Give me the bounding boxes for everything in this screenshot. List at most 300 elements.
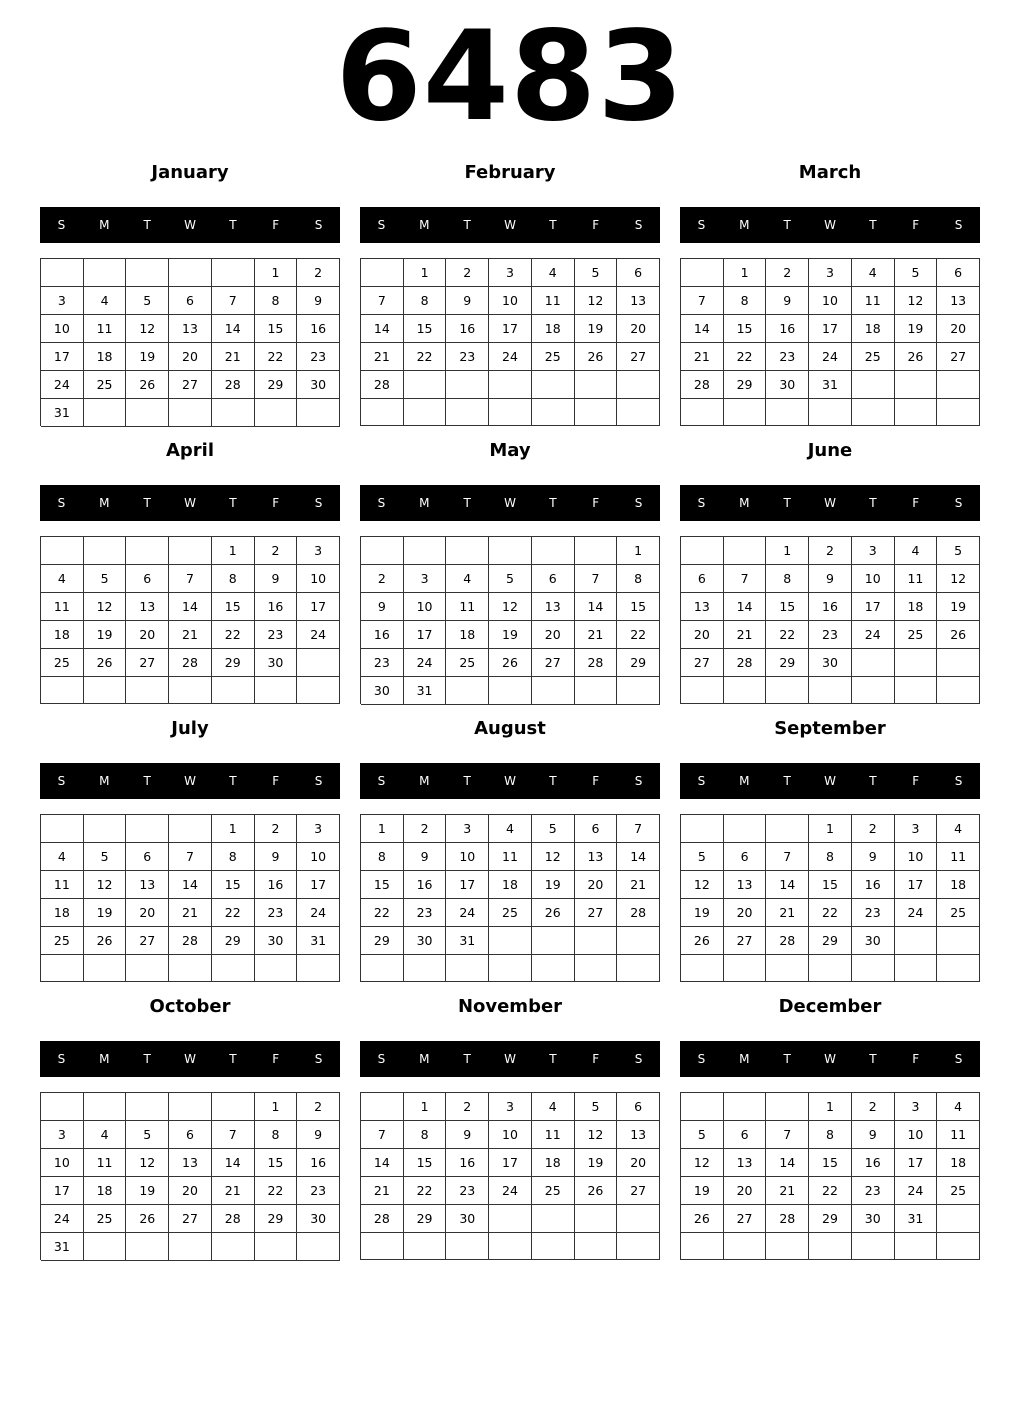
- day-cell: 9: [809, 565, 852, 593]
- day-cell: 27: [169, 371, 212, 399]
- weekday-label: S: [634, 218, 643, 232]
- month-december: [680, 994, 980, 1264]
- empty-cell: [895, 1233, 938, 1260]
- day-cell: 23: [361, 649, 404, 677]
- weekday-label: W: [504, 1052, 516, 1066]
- empty-cell: [681, 259, 724, 287]
- weekday-label: S: [697, 774, 706, 788]
- day-cell: 11: [852, 287, 895, 315]
- weekday-label: F: [592, 1052, 600, 1066]
- weekday-label: S: [634, 1052, 643, 1066]
- month-title: December: [778, 996, 882, 1017]
- day-cell: 11: [41, 593, 84, 621]
- empty-cell: [126, 1233, 169, 1261]
- empty-cell: [126, 399, 169, 427]
- day-cell: 30: [446, 1205, 489, 1233]
- empty-cell: [532, 955, 575, 982]
- day-cell: 15: [361, 871, 404, 899]
- day-cell: 28: [169, 927, 212, 955]
- day-cell: 28: [575, 649, 618, 677]
- day-cell: 7: [724, 565, 767, 593]
- month-title: May: [489, 440, 531, 461]
- day-cell: 23: [297, 343, 340, 371]
- day-cell: 16: [809, 593, 852, 621]
- weekday-label: S: [314, 496, 323, 510]
- day-grid: [360, 814, 660, 982]
- weekday-label: T: [549, 774, 557, 788]
- empty-cell: [852, 649, 895, 677]
- day-cell: 10: [41, 315, 84, 343]
- day-cell: 18: [937, 1149, 980, 1177]
- weekday-label: W: [184, 218, 196, 232]
- day-cell: 18: [84, 1177, 127, 1205]
- day-cell: 20: [169, 343, 212, 371]
- day-cell: 1: [766, 537, 809, 565]
- weekday-label: T: [463, 1052, 471, 1066]
- day-cell: 10: [404, 593, 447, 621]
- day-cell: 18: [852, 315, 895, 343]
- day-cell: 19: [575, 1149, 618, 1177]
- day-cell: 19: [681, 1177, 724, 1205]
- empty-cell: [617, 955, 660, 982]
- empty-cell: [126, 537, 169, 565]
- weekday-label: T: [143, 1052, 151, 1066]
- day-grid: [680, 1092, 980, 1260]
- day-cell: 17: [446, 871, 489, 899]
- empty-cell: [489, 955, 532, 982]
- empty-cell: [41, 537, 84, 565]
- empty-cell: [681, 399, 724, 426]
- day-cell: 18: [532, 315, 575, 343]
- day-cell: 1: [404, 259, 447, 287]
- day-cell: 28: [212, 371, 255, 399]
- month-november: [360, 994, 660, 1264]
- day-cell: 8: [361, 843, 404, 871]
- day-cell: 24: [41, 1205, 84, 1233]
- weekday-label: M: [419, 774, 430, 788]
- day-cell: 28: [361, 1205, 404, 1233]
- day-cell: 28: [724, 649, 767, 677]
- day-cell: 6: [937, 259, 980, 287]
- day-cell: 20: [724, 1177, 767, 1205]
- day-cell: 6: [169, 287, 212, 315]
- empty-cell: [126, 955, 169, 982]
- day-cell: 17: [895, 871, 938, 899]
- empty-cell: [681, 1093, 724, 1121]
- day-cell: 26: [575, 1177, 618, 1205]
- day-cell: 2: [852, 815, 895, 843]
- empty-cell: [297, 1233, 340, 1261]
- day-cell: 11: [489, 843, 532, 871]
- empty-cell: [361, 1233, 404, 1260]
- day-cell: 13: [126, 871, 169, 899]
- day-cell: 5: [681, 1121, 724, 1149]
- empty-cell: [895, 677, 938, 704]
- weekday-label: S: [377, 1052, 386, 1066]
- day-cell: 29: [404, 1205, 447, 1233]
- day-cell: 22: [724, 343, 767, 371]
- weekday-label: T: [229, 1052, 237, 1066]
- day-cell: 16: [766, 315, 809, 343]
- day-cell: 3: [404, 565, 447, 593]
- day-cell: 26: [575, 343, 618, 371]
- empty-cell: [617, 1205, 660, 1233]
- day-cell: 6: [126, 843, 169, 871]
- empty-cell: [895, 649, 938, 677]
- empty-cell: [446, 677, 489, 705]
- empty-cell: [809, 399, 852, 426]
- weekday-label: M: [419, 218, 430, 232]
- empty-cell: [126, 677, 169, 704]
- day-cell: 28: [681, 371, 724, 399]
- empty-cell: [297, 677, 340, 704]
- day-cell: 7: [169, 843, 212, 871]
- day-cell: 16: [446, 1149, 489, 1177]
- day-cell: 11: [937, 1121, 980, 1149]
- weekday-header: [360, 763, 660, 799]
- day-cell: 19: [126, 1177, 169, 1205]
- day-cell: 6: [681, 565, 724, 593]
- empty-cell: [297, 649, 340, 677]
- day-cell: 3: [41, 287, 84, 315]
- day-cell: 14: [766, 871, 809, 899]
- month-title: January: [151, 162, 229, 183]
- month-title: September: [774, 718, 886, 739]
- day-grid: [40, 1092, 340, 1260]
- day-cell: 12: [489, 593, 532, 621]
- day-cell: 9: [852, 1121, 895, 1149]
- day-cell: 6: [532, 565, 575, 593]
- day-cell: 13: [724, 1149, 767, 1177]
- empty-cell: [404, 537, 447, 565]
- day-cell: 27: [532, 649, 575, 677]
- day-cell: 26: [489, 649, 532, 677]
- day-cell: 16: [852, 1149, 895, 1177]
- empty-cell: [937, 399, 980, 426]
- weekday-label: T: [869, 218, 877, 232]
- day-cell: 17: [41, 1177, 84, 1205]
- day-cell: 28: [766, 927, 809, 955]
- day-cell: 1: [809, 815, 852, 843]
- day-cell: 27: [126, 649, 169, 677]
- day-cell: 12: [681, 871, 724, 899]
- day-cell: 20: [681, 621, 724, 649]
- weekday-label: S: [57, 774, 66, 788]
- weekday-label: T: [143, 774, 151, 788]
- day-cell: 29: [212, 649, 255, 677]
- day-cell: 26: [84, 649, 127, 677]
- empty-cell: [126, 1093, 169, 1121]
- day-grid: [680, 814, 980, 982]
- day-cell: 26: [681, 927, 724, 955]
- weekday-label: S: [697, 496, 706, 510]
- empty-cell: [84, 1093, 127, 1121]
- day-cell: 14: [212, 315, 255, 343]
- weekday-label: M: [99, 496, 110, 510]
- day-cell: 17: [41, 343, 84, 371]
- empty-cell: [126, 259, 169, 287]
- day-cell: 9: [297, 1121, 340, 1149]
- weekday-label: S: [954, 218, 963, 232]
- day-cell: 9: [297, 287, 340, 315]
- empty-cell: [212, 677, 255, 704]
- day-grid: [40, 536, 340, 704]
- day-cell: 1: [255, 1093, 298, 1121]
- empty-cell: [41, 677, 84, 704]
- empty-cell: [41, 259, 84, 287]
- day-cell: 27: [724, 927, 767, 955]
- day-cell: 14: [575, 593, 618, 621]
- empty-cell: [489, 371, 532, 399]
- day-cell: 17: [895, 1149, 938, 1177]
- day-cell: 20: [937, 315, 980, 343]
- day-cell: 4: [41, 565, 84, 593]
- empty-cell: [169, 399, 212, 427]
- empty-cell: [617, 677, 660, 705]
- day-cell: 23: [809, 621, 852, 649]
- day-cell: 13: [937, 287, 980, 315]
- weekday-label: W: [184, 1052, 196, 1066]
- day-cell: 31: [297, 927, 340, 955]
- day-grid: [680, 536, 980, 704]
- weekday-label: F: [592, 218, 600, 232]
- day-cell: 4: [895, 537, 938, 565]
- day-cell: 30: [852, 927, 895, 955]
- empty-cell: [169, 259, 212, 287]
- empty-cell: [84, 399, 127, 427]
- day-cell: 28: [766, 1205, 809, 1233]
- month-october: [40, 994, 340, 1264]
- weekday-label: F: [272, 774, 280, 788]
- empty-cell: [169, 955, 212, 982]
- empty-cell: [617, 1233, 660, 1260]
- empty-cell: [84, 815, 127, 843]
- day-cell: 11: [532, 1121, 575, 1149]
- day-cell: 19: [84, 621, 127, 649]
- empty-cell: [681, 815, 724, 843]
- day-cell: 13: [724, 871, 767, 899]
- day-cell: 2: [361, 565, 404, 593]
- weekday-label: S: [377, 774, 386, 788]
- day-cell: 23: [255, 621, 298, 649]
- day-cell: 8: [255, 1121, 298, 1149]
- day-cell: 8: [404, 1121, 447, 1149]
- empty-cell: [84, 677, 127, 704]
- day-cell: 2: [404, 815, 447, 843]
- day-cell: 14: [361, 315, 404, 343]
- empty-cell: [809, 955, 852, 982]
- day-cell: 21: [212, 1177, 255, 1205]
- day-cell: 2: [255, 537, 298, 565]
- day-cell: 15: [255, 315, 298, 343]
- day-cell: 23: [446, 1177, 489, 1205]
- day-cell: 3: [489, 1093, 532, 1121]
- empty-cell: [489, 399, 532, 426]
- day-cell: 19: [895, 315, 938, 343]
- empty-cell: [724, 677, 767, 704]
- day-cell: 22: [809, 899, 852, 927]
- day-cell: 18: [489, 871, 532, 899]
- weekday-label: F: [272, 218, 280, 232]
- empty-cell: [169, 677, 212, 704]
- day-cell: 8: [404, 287, 447, 315]
- day-cell: 3: [809, 259, 852, 287]
- day-cell: 21: [766, 1177, 809, 1205]
- day-cell: 28: [617, 899, 660, 927]
- day-cell: 12: [84, 593, 127, 621]
- day-cell: 27: [617, 343, 660, 371]
- empty-cell: [489, 927, 532, 955]
- day-cell: 8: [809, 1121, 852, 1149]
- day-cell: 11: [446, 593, 489, 621]
- day-cell: 4: [84, 1121, 127, 1149]
- day-cell: 6: [575, 815, 618, 843]
- day-cell: 7: [766, 1121, 809, 1149]
- day-cell: 29: [809, 1205, 852, 1233]
- day-cell: 16: [361, 621, 404, 649]
- month-title: November: [457, 996, 563, 1017]
- day-cell: 7: [212, 287, 255, 315]
- empty-cell: [212, 1093, 255, 1121]
- empty-cell: [532, 677, 575, 705]
- weekday-label: M: [739, 1052, 750, 1066]
- day-cell: 27: [617, 1177, 660, 1205]
- day-cell: 24: [895, 1177, 938, 1205]
- weekday-label: T: [143, 496, 151, 510]
- day-cell: 1: [212, 537, 255, 565]
- day-cell: 23: [852, 1177, 895, 1205]
- day-cell: 9: [255, 565, 298, 593]
- weekday-label: S: [697, 218, 706, 232]
- day-cell: 22: [361, 899, 404, 927]
- day-cell: 16: [404, 871, 447, 899]
- empty-cell: [809, 677, 852, 704]
- day-cell: 4: [937, 815, 980, 843]
- day-cell: 20: [617, 315, 660, 343]
- day-cell: 16: [852, 871, 895, 899]
- empty-cell: [446, 399, 489, 426]
- day-cell: 29: [212, 927, 255, 955]
- weekday-header: [360, 1041, 660, 1077]
- day-cell: 15: [809, 1149, 852, 1177]
- day-cell: 27: [575, 899, 618, 927]
- day-cell: 30: [255, 649, 298, 677]
- day-grid: [360, 1092, 660, 1260]
- day-grid: [360, 536, 660, 704]
- day-cell: 17: [489, 1149, 532, 1177]
- empty-cell: [724, 955, 767, 982]
- empty-cell: [212, 955, 255, 982]
- empty-cell: [212, 399, 255, 427]
- day-cell: 3: [41, 1121, 84, 1149]
- empty-cell: [297, 955, 340, 982]
- weekday-label: T: [549, 496, 557, 510]
- day-cell: 11: [937, 843, 980, 871]
- weekday-label: W: [824, 1052, 836, 1066]
- day-cell: 21: [766, 899, 809, 927]
- day-cell: 30: [255, 927, 298, 955]
- day-cell: 23: [852, 899, 895, 927]
- day-cell: 8: [766, 565, 809, 593]
- day-cell: 7: [681, 287, 724, 315]
- day-cell: 6: [617, 1093, 660, 1121]
- day-cell: 7: [575, 565, 618, 593]
- empty-cell: [681, 1233, 724, 1260]
- day-cell: 31: [895, 1205, 938, 1233]
- month-title: August: [474, 718, 546, 739]
- empty-cell: [489, 1205, 532, 1233]
- weekday-label: T: [549, 218, 557, 232]
- day-cell: 2: [809, 537, 852, 565]
- day-cell: 19: [575, 315, 618, 343]
- weekday-label: T: [783, 218, 791, 232]
- empty-cell: [84, 259, 127, 287]
- day-cell: 8: [255, 287, 298, 315]
- empty-cell: [895, 399, 938, 426]
- weekday-label: S: [954, 496, 963, 510]
- day-cell: 17: [489, 315, 532, 343]
- day-cell: 27: [169, 1205, 212, 1233]
- day-cell: 11: [84, 315, 127, 343]
- day-cell: 24: [297, 899, 340, 927]
- day-cell: 27: [126, 927, 169, 955]
- day-cell: 18: [446, 621, 489, 649]
- day-cell: 4: [852, 259, 895, 287]
- day-cell: 26: [895, 343, 938, 371]
- weekday-label: F: [592, 774, 600, 788]
- day-cell: 23: [297, 1177, 340, 1205]
- day-cell: 22: [255, 1177, 298, 1205]
- day-cell: 29: [617, 649, 660, 677]
- empty-cell: [532, 1205, 575, 1233]
- day-cell: 22: [404, 343, 447, 371]
- empty-cell: [84, 537, 127, 565]
- day-cell: 12: [937, 565, 980, 593]
- empty-cell: [937, 677, 980, 704]
- day-cell: 17: [297, 871, 340, 899]
- empty-cell: [575, 927, 618, 955]
- weekday-header: [680, 485, 980, 521]
- day-cell: 16: [297, 315, 340, 343]
- day-cell: 20: [617, 1149, 660, 1177]
- day-cell: 1: [809, 1093, 852, 1121]
- day-cell: 20: [575, 871, 618, 899]
- day-cell: 5: [489, 565, 532, 593]
- day-cell: 26: [84, 927, 127, 955]
- empty-cell: [575, 399, 618, 426]
- empty-cell: [404, 399, 447, 426]
- weekday-header: [680, 763, 980, 799]
- empty-cell: [766, 399, 809, 426]
- empty-cell: [489, 1233, 532, 1260]
- day-cell: 8: [724, 287, 767, 315]
- day-cell: 7: [169, 565, 212, 593]
- day-cell: 10: [489, 1121, 532, 1149]
- empty-cell: [212, 1233, 255, 1261]
- month-march: [680, 160, 980, 430]
- weekday-label: T: [783, 774, 791, 788]
- day-cell: 25: [937, 899, 980, 927]
- day-cell: 16: [255, 871, 298, 899]
- weekday-label: S: [954, 1052, 963, 1066]
- empty-cell: [532, 927, 575, 955]
- day-cell: 26: [126, 1205, 169, 1233]
- day-cell: 2: [852, 1093, 895, 1121]
- day-cell: 19: [937, 593, 980, 621]
- day-cell: 12: [532, 843, 575, 871]
- day-cell: 16: [255, 593, 298, 621]
- empty-cell: [404, 1233, 447, 1260]
